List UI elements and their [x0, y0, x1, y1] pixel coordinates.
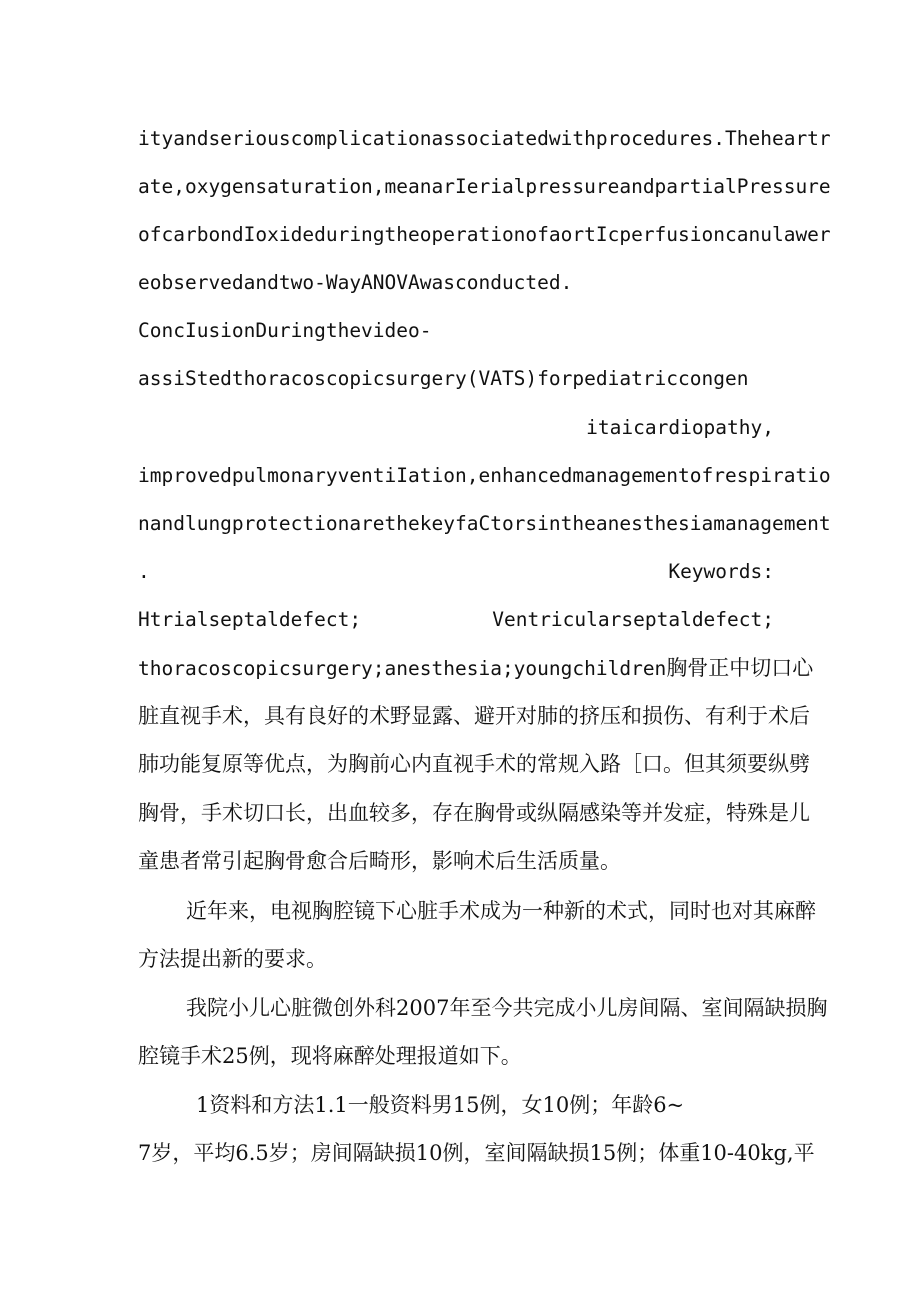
- paragraph-3-line-2: 腔镜手术25例，现将麻醉处理报道如下。: [138, 1044, 522, 1068]
- abstract-line-5: ConcIusionDuringthevideo-: [138, 319, 432, 342]
- abstract-line-1: ityandseriouscomplicationassociatedwithprocedures.Theheartr: [138, 127, 831, 150]
- keyword-ventricular-septal-defect: Ventricularseptaldefect;: [492, 608, 774, 631]
- paragraph-2-line-1: 近年来，电视胸腔镜下心脏手术成为一种新的术式，同时也对其麻醉: [186, 899, 816, 923]
- paragraph-1-start: 胸骨正中切口心: [666, 656, 814, 680]
- paragraph-1-line-4: 胸骨，手术切口长，出血较多，存在胸骨或纵隔感染等并发症，特殊是儿: [138, 801, 810, 825]
- abstract-line-6: assiStedthoracoscopicsurgery(VATS)forpediatriccongen: [138, 367, 749, 390]
- keywords-rest: thoracoscopicsurgery;anesthesia;youngchildren: [138, 657, 667, 680]
- abstract-line-3: ofcarbondIoxideduringtheoperationofaortIcperfusioncanulawer: [138, 223, 831, 246]
- paragraph-2-line-2: 方法提出新的要求。: [138, 947, 327, 971]
- abstract-line-9: nandlungprotectionarethekeyfaCtorsintheanesthesiamanagement: [138, 512, 831, 535]
- paragraph-4-line-1: 1资料和方法1.1一般资料男15例，女10例；年龄6~: [196, 1093, 685, 1117]
- paragraph-1-line-3: 肺功能复原等优点，为胸前心内直视手术的常规入路［口。但其须要纵劈: [138, 752, 810, 776]
- paragraph-4-line-2: 7岁，平均6.5岁；房间隔缺损10例，室间隔缺损15例；体重10-40kg,平: [138, 1141, 815, 1165]
- paragraph-1-line-5: 童患者常引起胸骨愈合后畸形，影响术后生活质量。: [138, 849, 621, 873]
- keyword-atrial-septal-defect: Htrialseptaldefect;: [138, 608, 362, 631]
- abstract-line-8: improvedpulmonaryventiIation,enhancedmanagementofrespiratio: [138, 464, 831, 487]
- keywords-label: Keywords:: [668, 560, 774, 583]
- paragraph-1-line-2: 脏直视手术，具有良好的术野显露、避开对肺的挤压和损伤、有利于术后: [138, 704, 810, 728]
- keywords-line-end: [138, 656, 813, 681]
- abstract-line-2: ate,oxygensaturation,meanarIerialpressureandpartialPressure: [138, 175, 831, 198]
- abstract-line-7: itaicardiopathy,: [586, 416, 774, 439]
- abstract-period: .: [138, 560, 150, 583]
- abstract-line-4: eobservedandtwo-WayANOVAwasconducted.: [138, 271, 573, 294]
- paragraph-3-line-1: 我院小儿心脏微创外科2007年至今共完成小儿房间隔、室间隔缺损胸: [186, 996, 828, 1020]
